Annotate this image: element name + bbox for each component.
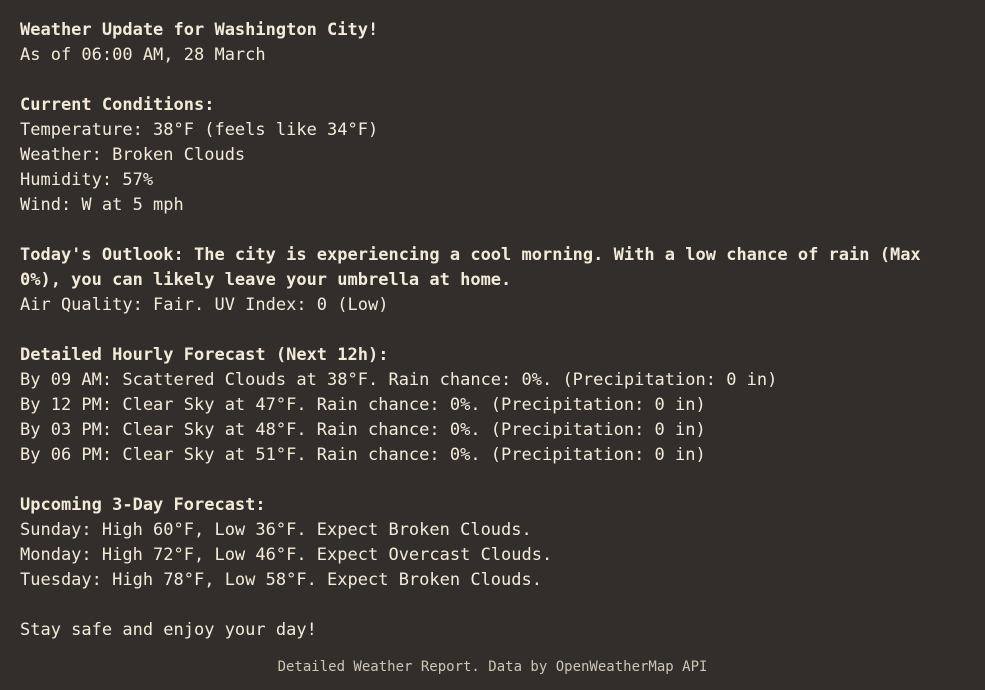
todays-outlook: Today's Outlook: The city is experiencing a cool morning. With a low chance of rain (Max 0%), you can likely leave your umbrella at home. <box>20 245 921 290</box>
three-day-forecast-heading: Upcoming 3-Day Forecast: <box>20 495 266 515</box>
report-timestamp: As of 06:00 AM, 28 March <box>20 45 266 65</box>
spacer <box>20 68 965 93</box>
current-humidity: Humidity: 57% <box>20 170 154 190</box>
air-quality: Air Quality: Fair. UV Index: 0 (Low) <box>20 295 389 315</box>
current-conditions-heading: Current Conditions: <box>20 95 215 115</box>
spacer <box>20 468 965 493</box>
report-footer: Detailed Weather Report. Data by OpenWeatherMap API <box>277 659 708 675</box>
spacer <box>20 593 965 618</box>
hourly-forecast-item: By 06 PM: Clear Sky at 51°F. Rain chance: 0%. (Precipitation: 0 in) <box>20 445 706 465</box>
hourly-forecast-item: By 12 PM: Clear Sky at 47°F. Rain chance: 0%. (Precipitation: 0 in) <box>20 395 706 415</box>
closing-message: Stay safe and enjoy your day! <box>20 620 317 640</box>
three-day-forecast-item: Tuesday: High 78°F, Low 58°F. Expect Broken Clouds. <box>20 570 542 590</box>
current-temperature: Temperature: 38°F (feels like 34°F) <box>20 120 379 140</box>
hourly-forecast-item: By 09 AM: Scattered Clouds at 38°F. Rain chance: 0%. (Precipitation: 0 in) <box>20 370 778 390</box>
current-wind: Wind: W at 5 mph <box>20 195 184 215</box>
hourly-forecast-item: By 03 PM: Clear Sky at 48°F. Rain chance: 0%. (Precipitation: 0 in) <box>20 420 706 440</box>
current-weather: Weather: Broken Clouds <box>20 145 246 165</box>
spacer <box>20 318 965 343</box>
hourly-forecast-heading: Detailed Hourly Forecast (Next 12h): <box>20 345 389 365</box>
three-day-forecast-item: Monday: High 72°F, Low 46°F. Expect Overcast Clouds. <box>20 545 553 565</box>
three-day-forecast-item: Sunday: High 60°F, Low 36°F. Expect Broken Clouds. <box>20 520 532 540</box>
spacer <box>20 218 965 243</box>
report-title: Weather Update for Washington City! <box>20 20 379 40</box>
